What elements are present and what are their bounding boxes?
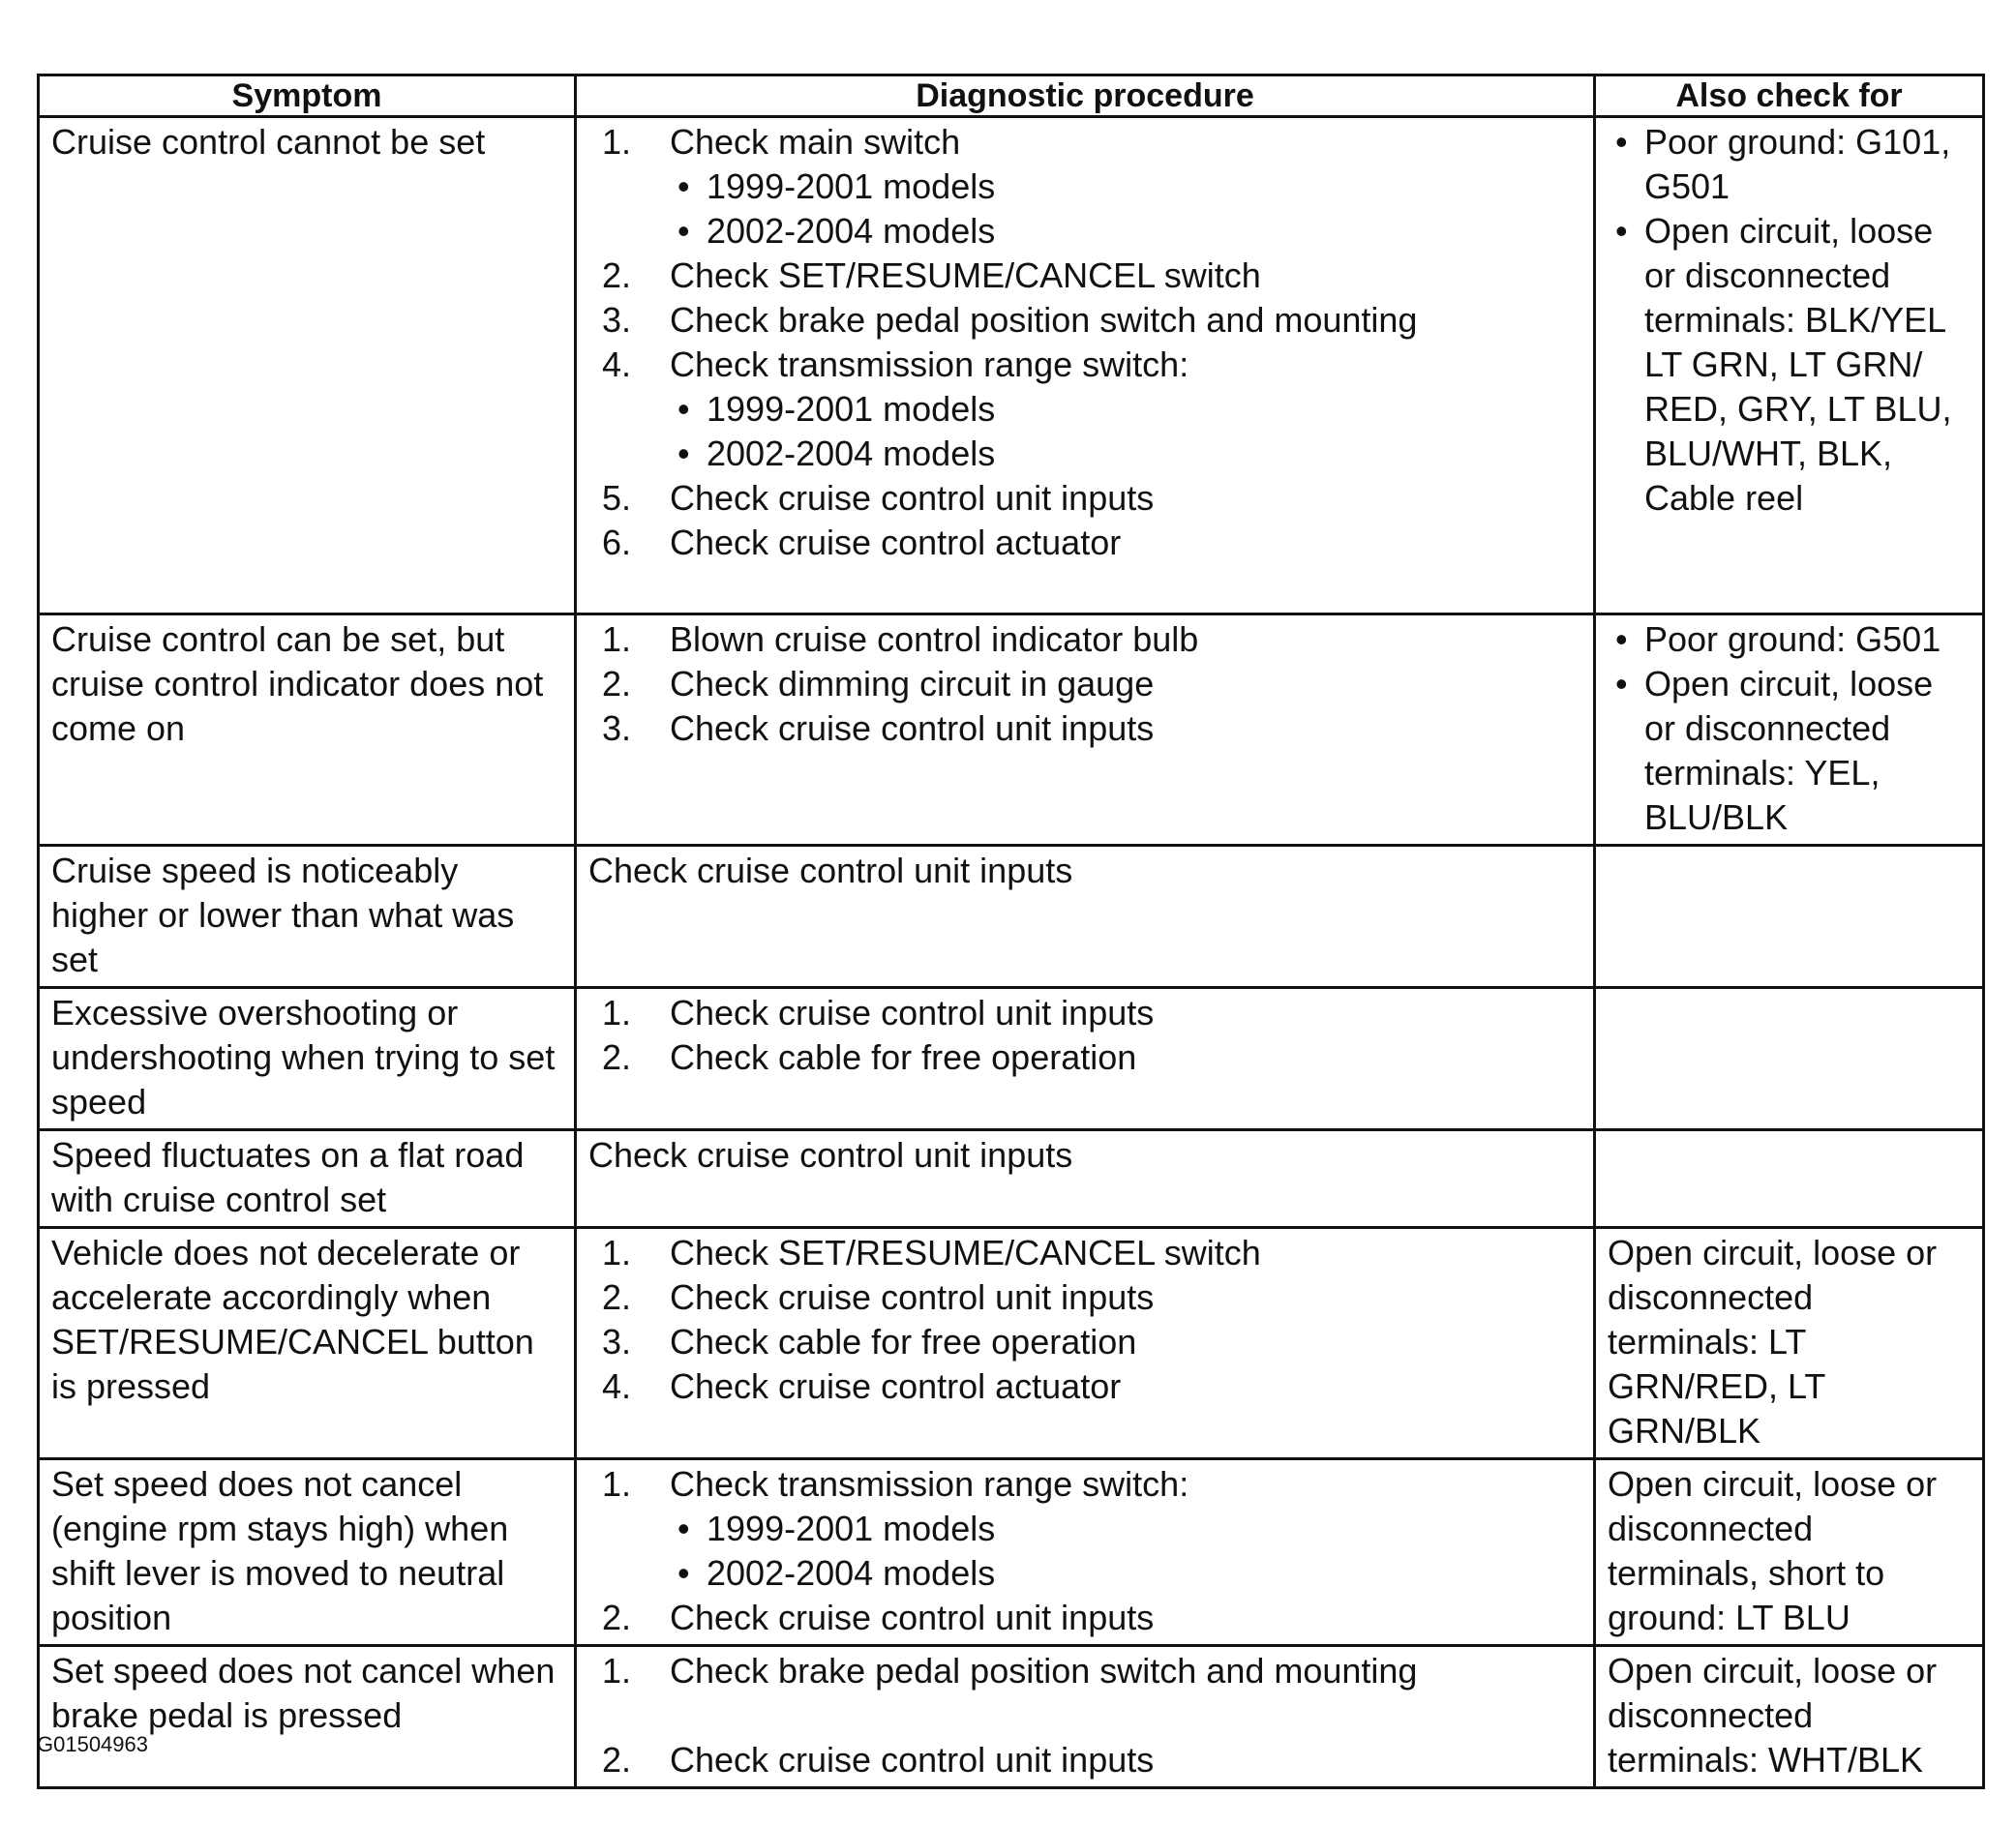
also-check-list (1608, 617, 1971, 840)
step-number: 1. (602, 122, 632, 162)
symptom-text: Speed fluctuates on a flat road with cruise control set (51, 1135, 525, 1219)
symptom-cell (39, 117, 576, 614)
step-sub-item: • 2002-2004 models (670, 432, 1581, 476)
procedure-cell (576, 1130, 1595, 1228)
step-text: Check SET/RESUME/CANCEL switch (670, 1233, 1261, 1272)
procedure-text: Check cruise control unit inputs (588, 1135, 1073, 1175)
step-sub-item: • 1999-2001 models (670, 387, 1581, 432)
symptom-text: Cruise speed is noticeably higher or lower than what was set (51, 851, 515, 979)
procedure-step (602, 120, 1581, 254)
symptom-text: Cruise control can be set, but cruise control indicator does not come on (51, 619, 544, 748)
step-sub-list (670, 1507, 1581, 1596)
procedure-cell (576, 614, 1595, 846)
also-check-item: • Open circuit, loose or disconnected terminals: BLK/YEL LT GRN, LT GRN/ RED, GRY, LT BLU, BLU/WHT, BLK, Cable reel (1613, 209, 1971, 521)
step-sub-list (670, 165, 1581, 254)
procedure-step (602, 1462, 1581, 1596)
header-symptom: Symptom (39, 75, 576, 117)
step-text: Check transmission range switch: (670, 1464, 1189, 1504)
step-text: Check cable for free operation (670, 1037, 1137, 1077)
step-text: Check cruise control unit inputs (670, 1740, 1155, 1780)
procedure-step (602, 521, 1581, 565)
table-row (39, 1130, 1984, 1228)
step-text: Check main switch (670, 122, 961, 162)
procedure-step (602, 991, 1581, 1035)
procedure-step (602, 1320, 1581, 1364)
procedure-step (602, 1364, 1581, 1409)
procedure-step (602, 617, 1581, 662)
step-sub-item: • 1999-2001 models (670, 1507, 1581, 1551)
step-number: 2. (602, 255, 632, 295)
also-check-cell (1595, 1130, 1984, 1228)
step-number: 5. (602, 478, 632, 518)
also-check-cell (1595, 614, 1984, 846)
procedure-step (602, 1649, 1581, 1693)
procedure-step (602, 662, 1581, 706)
procedure-text: Check cruise control unit inputs (588, 851, 1073, 890)
step-text: Check brake pedal position switch and mounting (670, 300, 1418, 340)
step-text: Blown cruise control indicator bulb (670, 619, 1199, 659)
step-number: 3. (602, 708, 632, 748)
procedure-steps (588, 1462, 1581, 1640)
procedure-step (602, 1738, 1581, 1782)
procedure-step (602, 298, 1581, 343)
also-check-item: • Poor ground: G501 (1613, 617, 1971, 662)
also-check-cell (1595, 1228, 1984, 1459)
header-procedure: Diagnostic procedure (576, 75, 1595, 117)
also-check-item: • Poor ground: G101, G501 (1613, 120, 1971, 209)
step-number: 3. (602, 300, 632, 340)
step-text: Check cruise control actuator (670, 1366, 1122, 1406)
procedure-step (602, 1275, 1581, 1320)
procedure-steps (588, 1231, 1581, 1409)
step-number: 4. (602, 1366, 632, 1406)
symptom-cell (39, 614, 576, 846)
symptom-cell (39, 1646, 576, 1788)
step-number: 3. (602, 1322, 632, 1362)
step-number: 1. (602, 993, 632, 1033)
table-row (39, 1228, 1984, 1459)
symptom-cell (39, 846, 576, 988)
step-number: 1. (602, 1651, 632, 1691)
step-number: 2. (602, 1740, 632, 1780)
procedure-steps (588, 617, 1581, 751)
also-check-text: Open circuit, loose or disconnected terminals, short to ground: LT BLU (1608, 1464, 1938, 1637)
symptom-text: Set speed does not cancel (engine rpm stays high) when shift lever is moved to neutral position (51, 1464, 509, 1637)
procedure-step (602, 343, 1581, 476)
step-text: Check dimming circuit in gauge (670, 664, 1155, 703)
symptom-cell (39, 1459, 576, 1646)
symptom-text: Excessive overshooting or undershooting when trying to set speed (51, 993, 556, 1122)
symptom-cell (39, 1130, 576, 1228)
table-row (39, 614, 1984, 846)
procedure-step (602, 1596, 1581, 1640)
step-text: Check cruise control unit inputs (670, 993, 1155, 1033)
step-text: Check SET/RESUME/CANCEL switch (670, 255, 1261, 295)
header-row (39, 75, 1984, 117)
procedure-steps (588, 1649, 1581, 1782)
step-text: Check cable for free operation (670, 1322, 1137, 1362)
procedure-step (602, 1035, 1581, 1080)
step-sub-item: • 2002-2004 models (670, 1551, 1581, 1596)
also-check-cell (1595, 117, 1984, 614)
step-number: 1. (602, 1233, 632, 1272)
procedure-cell (576, 1646, 1595, 1788)
procedure-cell (576, 1228, 1595, 1459)
step-text: Check cruise control actuator (670, 523, 1122, 562)
procedure-step (602, 254, 1581, 298)
table-row (39, 846, 1984, 988)
procedure-steps (588, 991, 1581, 1080)
step-number: 2. (602, 1277, 632, 1317)
diagnostic-table (37, 74, 1985, 1789)
table-row (39, 1459, 1984, 1646)
step-text: Check cruise control unit inputs (670, 1277, 1155, 1317)
procedure-cell (576, 1459, 1595, 1646)
step-text: Check transmission range switch: (670, 344, 1189, 384)
procedure-cell (576, 117, 1595, 614)
step-number: 2. (602, 1037, 632, 1077)
procedure-step (602, 706, 1581, 751)
table-row (39, 1646, 1984, 1788)
step-number: 6. (602, 523, 632, 562)
header-also-check: Also check for (1595, 75, 1984, 117)
symptom-text: Vehicle does not decelerate or accelerate accordingly when SET/RESUME/CANCEL button is pressed (51, 1233, 534, 1406)
symptom-cell (39, 1228, 576, 1459)
also-check-list (1608, 120, 1971, 521)
also-check-item: • Open circuit, loose or disconnected terminals: YEL, BLU/BLK (1613, 662, 1971, 840)
step-sub-list (670, 387, 1581, 476)
also-check-cell (1595, 1459, 1984, 1646)
also-check-cell (1595, 988, 1984, 1130)
step-text: Check cruise control unit inputs (670, 708, 1155, 748)
procedure-cell (576, 846, 1595, 988)
step-text: Check cruise control unit inputs (670, 1598, 1155, 1637)
procedure-step (602, 476, 1581, 521)
step-number: 4. (602, 344, 632, 384)
step-number: 1. (602, 1464, 632, 1504)
symptom-text: Set speed does not cancel when brake pedal is pressed (51, 1651, 556, 1735)
step-number: 1. (602, 619, 632, 659)
step-number: 2. (602, 664, 632, 703)
procedure-step (602, 1231, 1581, 1275)
table-row (39, 117, 1984, 614)
symptom-cell (39, 988, 576, 1130)
also-check-text: Open circuit, loose or disconnected terminals: WHT/BLK (1608, 1651, 1938, 1780)
figure-id: G01504963 (37, 1732, 148, 1756)
step-text: Check brake pedal position switch and mounting (670, 1651, 1418, 1691)
step-text: Check cruise control unit inputs (670, 478, 1155, 518)
also-check-cell (1595, 1646, 1984, 1788)
symptom-text: Cruise control cannot be set (51, 122, 486, 162)
step-sub-item: • 1999-2001 models (670, 165, 1581, 209)
step-sub-item: • 2002-2004 models (670, 209, 1581, 254)
also-check-text: Open circuit, loose or disconnected terminals: LT GRN/RED, LT GRN/BLK (1608, 1233, 1938, 1451)
procedure-steps (588, 120, 1581, 565)
also-check-cell (1595, 846, 1984, 988)
procedure-cell (576, 988, 1595, 1130)
table-row (39, 988, 1984, 1130)
step-number: 2. (602, 1598, 632, 1637)
